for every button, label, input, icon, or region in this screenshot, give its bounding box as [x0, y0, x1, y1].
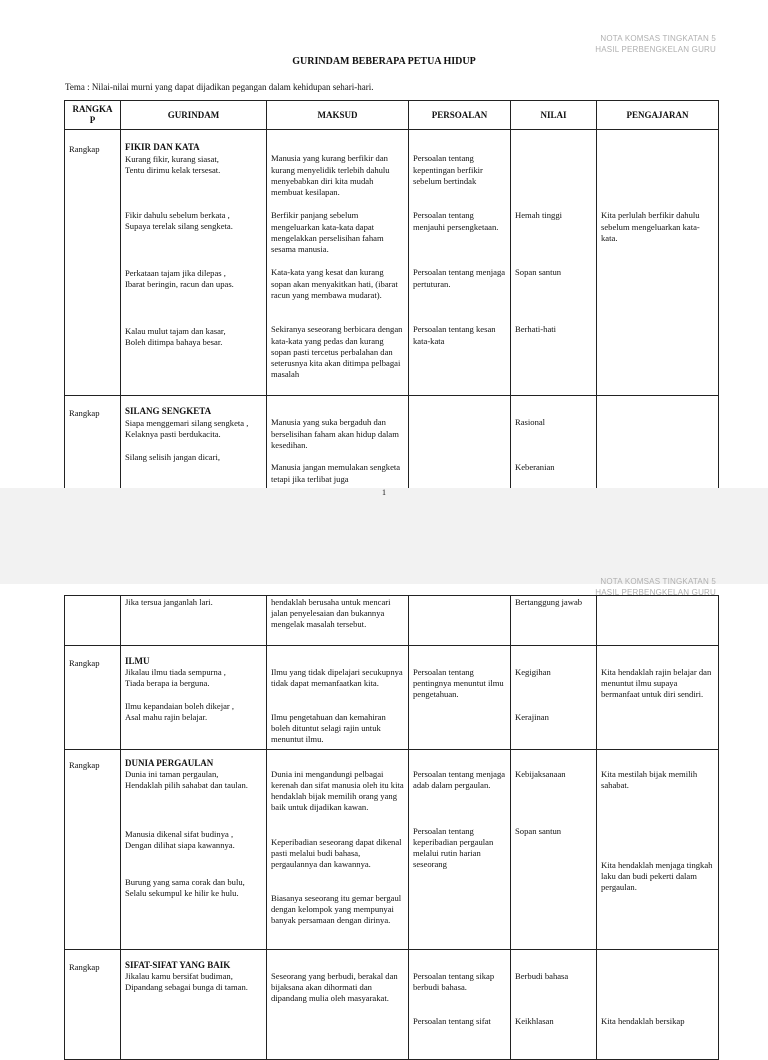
page-number: 1 [382, 488, 386, 497]
gurindam-text: Manusia dikenal sifat budinya , Dengan dilihat siapa kawannya. [125, 828, 235, 851]
section-title: SILANG SENGKETA [125, 406, 212, 417]
maksud-cell [267, 396, 409, 488]
pengajaran-text: Kita perlulah berfikir dahulu sebelum mengeluarkan kata-kata. [601, 210, 700, 243]
nilai-cell [511, 646, 597, 750]
table-row [65, 749, 719, 949]
pengajaran-text: Kita hendaklah menjaga tingkah laku dan budi pekerti dalam pergaulan. [601, 859, 713, 893]
nilai-cell [511, 396, 597, 488]
nilai-text: Kerajinan [515, 712, 549, 722]
persoalan-cell [409, 396, 511, 488]
gurindam-text: Jikalau ilmu tiada sempurna , Tiada berapa ia berguna. [125, 667, 226, 689]
maksud-text: Berfikir panjang sebelum mengeluarkan kata-kata dapat mengelakkan perselisihan faham sesama manusia. [271, 210, 384, 255]
gurindam-text: Kurang fikir, kurang siasat, Tentu dirimu kelak tersesat. [125, 153, 221, 175]
gurindam-cell [121, 646, 267, 750]
persoalan-cell: Persoalan tentang pentingnya menuntut ilmu pengetahuan. [409, 646, 511, 750]
gurindam-text: Burung yang sama corak dan bulu, Selalu sekumpul ke hilir ke hulu. [125, 876, 245, 899]
pengajaran-cell: Kita hendaklah rajin belajar dan menuntut ilmu supaya bermanfaat untuk diri sendiri. [597, 646, 719, 750]
page-gap [0, 488, 768, 584]
pengajaran-cell [597, 949, 719, 1059]
nilai-text: Berbudi bahasa [515, 970, 569, 981]
maksud-text: Biasanya seseorang itu gemar bergaul dengan kelompok yang mempunyai banyak persamaan dengan dirinya. [271, 892, 402, 926]
maksud-text: Ilmu pengetahuan dan kemahiran boleh dituntut selagi rajin untuk menuntut ilmu. [271, 712, 386, 745]
maksud-cell [267, 749, 409, 949]
maksud-text: Ilmu yang tidak dipelajari secukupnya tidak dapat memanfaatkan kita. [271, 667, 403, 689]
header-note-line2: HASIL PERBENGKELAN GURU [595, 45, 716, 54]
pengajaran-text [601, 153, 714, 210]
persoalan-text: Persoalan tentang menjauhi persengketaan. [413, 210, 499, 232]
maksud-text: Dunia ini mengandungi pelbagai kerenah dan sifat manusia oleh itu kita hendaklah bijak memilih orang yang baik untuk dijadikan kawan. [271, 768, 404, 813]
rangkap-cell: Rangkap [65, 749, 121, 949]
pengajaran-cell [597, 396, 719, 488]
rangkap-cell: Rangkap [65, 396, 121, 488]
persoalan-cell [409, 130, 511, 396]
table-row [65, 646, 719, 750]
gurindam-cell [121, 749, 267, 949]
rangkap-cell: Rangkap [65, 646, 121, 750]
pengajaran-cell [597, 596, 719, 646]
nilai-text: Keikhlasan [515, 1015, 554, 1026]
gurindam-text: Perkataan tajam jika dilepas , Ibarat beringin, racun dan upas. [125, 267, 234, 289]
table-row [65, 130, 719, 396]
pengajaran-spacer [601, 971, 714, 1016]
header-note-line2: HASIL PERBENGKELAN GURU [595, 588, 716, 597]
rangkap-cell [65, 596, 121, 646]
page-1 [0, 0, 768, 488]
nilai-cell [511, 130, 597, 396]
nilai-cell: Bertanggung jawab [511, 596, 597, 646]
nilai-text: Hemah tinggi [515, 210, 563, 221]
section-title: SIFAT-SIFAT YANG BAIK [125, 959, 231, 970]
gurindam-cell [121, 949, 267, 1059]
pengajaran-text: Kita mestilah bijak memilih sahabat. [601, 768, 698, 790]
pengajaran-text: Kita hendaklah bersikap [601, 1015, 685, 1026]
nilai-text: Rasional [515, 417, 546, 428]
maksud-text: Kata-kata yang kesat dan kurang sopan akan menyakitkan hati, (ibarat racun yang membawa mudarat). [271, 267, 398, 300]
rangkap-cell: Rangkap [65, 949, 121, 1059]
section-title: FIKIR DAN KATA [125, 142, 200, 153]
persoalan-text: Persoalan tentang menjaga adab dalam pergaulan. [413, 768, 506, 790]
gurindam-cell [121, 396, 267, 488]
gurindam-cell [121, 130, 267, 396]
gurindam-text: Ilmu kepandaian boleh dikejar , Asal mahu rajin belajar. [125, 701, 235, 723]
persoalan-text: Persoalan tentang kesan kata-kata [413, 324, 496, 346]
nilai-text [515, 153, 592, 210]
header-note [595, 33, 716, 55]
col-header-persoalan: PERSOALAN [409, 101, 511, 130]
table-row [65, 949, 719, 1059]
nilai-text: Keberanian [515, 462, 555, 473]
table-header-row [65, 101, 719, 130]
gurindam-text: Siapa menggemari silang sengketa , Kelaknya pasti berdukacita. [125, 417, 249, 439]
persoalan-text: Persoalan tentang keperibadian pergaulan melalui rutin harian seseorang [413, 825, 494, 870]
maksud-text: Keperibadian seseorang dapat dikenal pasti melalui budi bahasa, pergaulannya dan kawannya. [271, 836, 402, 870]
section-title: ILMU [125, 656, 150, 666]
nilai-text: Sopan santun [515, 825, 562, 836]
maksud-text: Sekiranya seseorang berbicara dengan kata-kata yang pedas dan kurang sopan pasti tercetus perbalahan dan seterusnya kita akan ditimpa pelbagai masalah [271, 324, 403, 380]
col-header-gurindam: GURINDAM [121, 101, 267, 130]
col-header-pengajaran: PENGAJARAN [597, 101, 719, 130]
col-header-nilai: NILAI [511, 101, 597, 130]
header-note-line1: NOTA KOMSAS TINGKATAN 5 [600, 34, 716, 43]
nilai-text: Kegigihan [515, 667, 551, 677]
nilai-text: Kebijaksanaan [515, 768, 566, 779]
persoalan-text: Persoalan tentang menjaga pertuturan. [413, 267, 506, 289]
persoalan-text: Persoalan tentang sifat [413, 1015, 491, 1026]
maksud-text: Seseorang yang berbudi, berakal dan bijaksana akan dihormati dan dipandang mulia oleh masyarakat. [271, 970, 398, 1004]
persoalan-text: Persoalan tentang sikap berbudi bahasa. [413, 970, 495, 992]
gurindam-text: Kalau mulut tajam dan kasar, Boleh ditimpa bahaya besar. [125, 325, 226, 347]
pengajaran-cell [597, 130, 719, 396]
maksud-cell [267, 130, 409, 396]
maksud-text: Manusia yang suka bergaduh dan berselisihan faham akan hidup dalam kesedihan. [271, 417, 399, 450]
gurindam-cell: Jika tersua janganlah lari. [121, 596, 267, 646]
gurindam-table-page2 [64, 595, 719, 1060]
gurindam-text: Jikalau kamu bersifat budiman, Dipandang sebagai bunga di taman. [125, 970, 248, 993]
tema-line: Tema : Nilai-nilai murni yang dapat dijadikan pegangan dalam kehidupan sehari-hari. [65, 82, 374, 92]
maksud-text: Manusia yang kurang berfikir dan kurang menyelidik terlebih dahulu menyebabkan diri kita mudah membuat kesilapan. [271, 153, 390, 198]
gurindam-text: Dunia ini taman pergaulan, Hendaklah pilih sahabat dan taulan. [125, 768, 248, 791]
gurindam-text: Fikir dahulu sebelum berkata , Supaya terelak silang sengketa. [125, 209, 233, 231]
section-title: DUNIA PERGAULAN [125, 757, 214, 768]
page-2 [0, 577, 768, 1026]
maksud-cell [267, 949, 409, 1059]
gurindam-table-page1 [64, 100, 719, 489]
maksud-text: Manusia jangan memulakan sengketa tetapi jika terlibat juga [271, 462, 401, 484]
gurindam-text: Silang selisih jangan dicari, [125, 451, 220, 462]
nilai-cell [511, 949, 597, 1059]
persoalan-cell [409, 596, 511, 646]
nilai-cell [511, 749, 597, 949]
col-header-rangkap: RANGKA P [65, 101, 121, 130]
maksud-cell: hendaklah berusaha untuk mencari jalan penyelesaian dan bukannya mengelak masalah tersebut. [267, 596, 409, 646]
col-header-maksud: MAKSUD [267, 101, 409, 130]
header-note-line1: NOTA KOMSAS TINGKATAN 5 [600, 577, 716, 586]
persoalan-cell [409, 749, 511, 949]
nilai-text: Berhati-hati [515, 324, 557, 335]
table-row [65, 396, 719, 488]
document-title: GURINDAM BEBERAPA PETUA HIDUP [292, 56, 476, 67]
rangkap-cell: Rangkap [65, 130, 121, 396]
persoalan-text: Persoalan tentang kepentingan berfikir sebelum bertindak [413, 153, 483, 186]
table-row [65, 596, 719, 646]
persoalan-cell [409, 949, 511, 1059]
maksud-cell [267, 646, 409, 750]
nilai-text: Sopan santun [515, 267, 562, 278]
pengajaran-cell [597, 749, 719, 949]
